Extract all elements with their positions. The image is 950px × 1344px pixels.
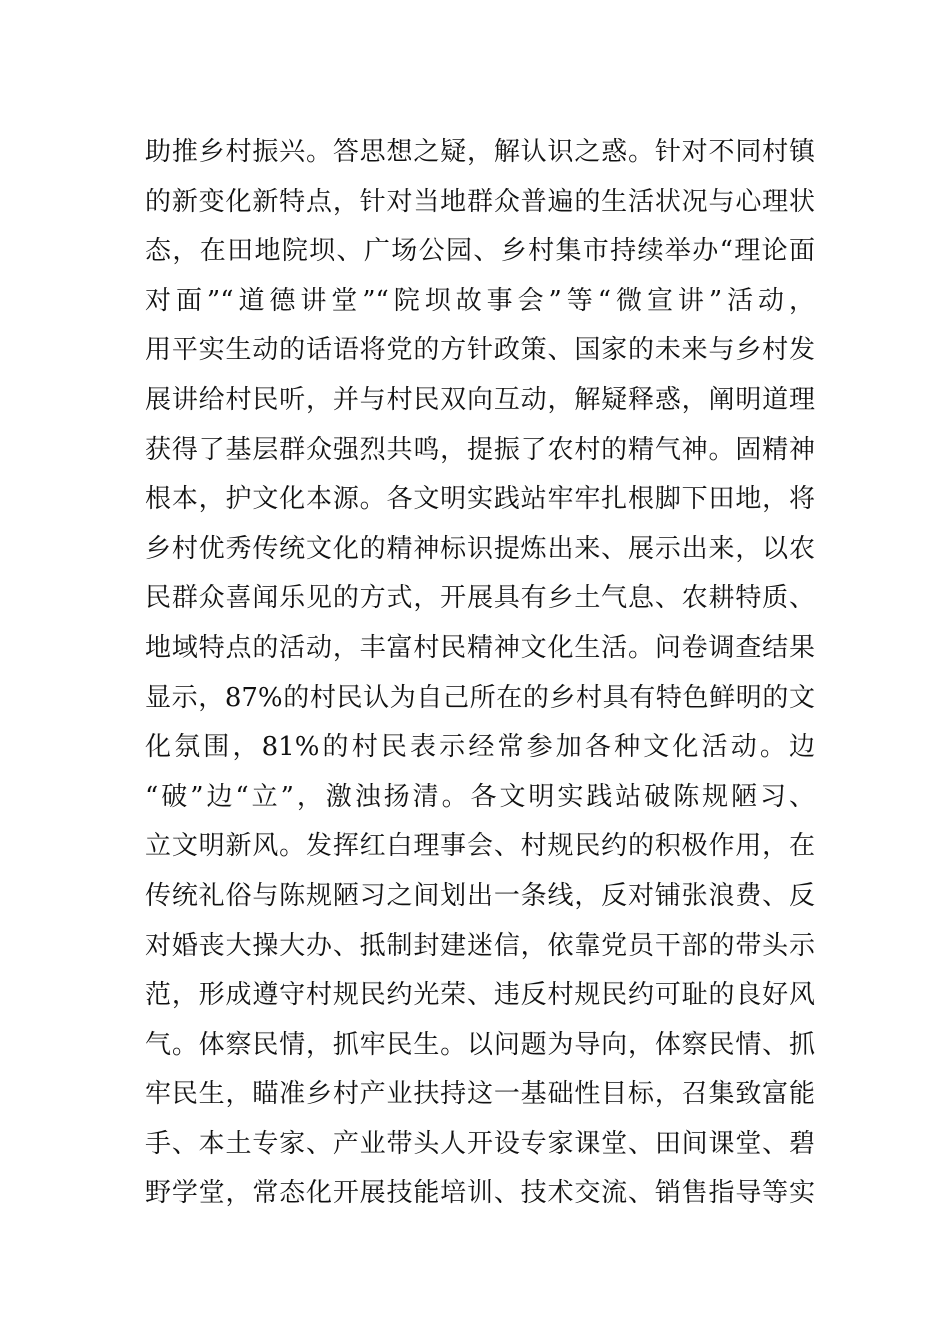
- text-line: 态，在田地院坝、广场公园、乡村集市持续举办“理论面: [145, 236, 815, 267]
- text-line: 对婚丧大操大办、抵制封建迷信，依靠党员干部的带头示: [145, 930, 815, 961]
- text-line: 牢民生，瞄准乡村产业扶持这一基础性目标，召集致富能: [145, 1079, 815, 1110]
- text-line: 手、本土专家、产业带头人开设专家课堂、田间课堂、碧: [145, 1128, 815, 1159]
- text-line: 获得了基层群众强烈共鸣，提振了农村的精气神。固精神: [145, 434, 815, 465]
- text-line: “破”边“立”，激浊扬清。各文明实践站破陈规陋习、: [145, 781, 815, 812]
- text-line: 助推乡村振兴。答思想之疑，解认识之惑。针对不同村镇: [145, 137, 815, 167]
- text-line: 民群众喜闻乐见的方式，开展具有乡土气息、农耕特质、: [145, 583, 815, 614]
- text-line: 气。体察民情，抓牢民生。以问题为导向，体察民情、抓: [145, 1029, 815, 1060]
- text-line: 根本，护文化本源。各文明实践站牢牢扎根脚下田地，将: [145, 484, 815, 515]
- text-line: 用平实生动的话语将党的方针政策、国家的未来与乡村发: [145, 335, 815, 366]
- text-line: 范，形成遵守村规民约光荣、违反村规民约可耻的良好风: [145, 980, 815, 1011]
- text-line: 野学堂，常态化开展技能培训、技术交流、销售指导等实: [145, 1178, 815, 1209]
- text-line: 乡村优秀传统文化的精神标识提炼出来、展示出来，以农: [145, 533, 815, 564]
- body-text: [145, 128, 815, 1219]
- text-line: 传统礼俗与陈规陋习之间划出一条线，反对铺张浪费、反: [145, 880, 815, 911]
- text-line: 地域特点的活动，丰富村民精神文化生活。问卷调查结果: [145, 632, 815, 663]
- text-line: 展讲给村民听，并与村民双向互动，解疑释惑，阐明道理: [145, 384, 815, 415]
- text-line: 立文明新风。发挥红白理事会、村规民约的积极作用，在: [145, 831, 815, 862]
- text-line: 的新变化新特点，针对当地群众普遍的生活状况与心理状: [145, 186, 815, 217]
- text-line: 显示，87%的村民认为自己所在的乡村具有特色鲜明的文: [145, 682, 815, 713]
- text-line: 化氛围，81%的村民表示经常参加各种文化活动。边: [145, 732, 815, 763]
- text-line: 对面”“道德讲堂”“院坝故事会”等“微宣讲”活动，: [145, 285, 815, 316]
